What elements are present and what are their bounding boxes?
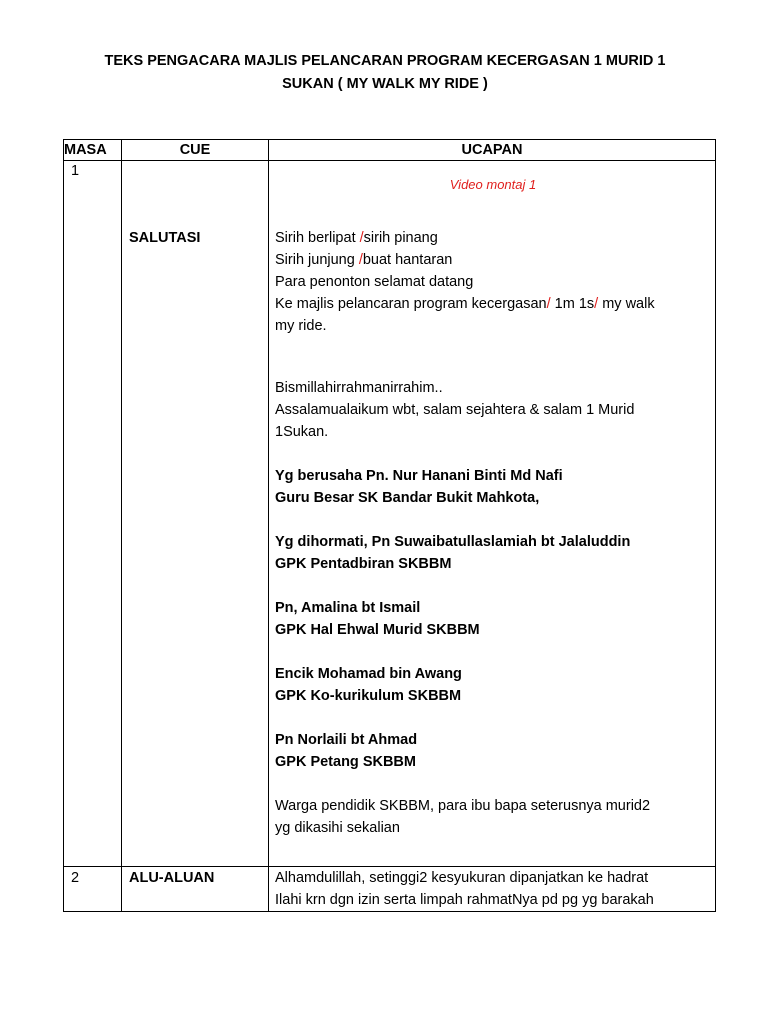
vip-role: GPK Hal Ehwal Murid SKBBM xyxy=(275,622,480,638)
row1-ucapan xyxy=(269,161,716,867)
row2-ucapan xyxy=(269,867,716,912)
vip-block-5 xyxy=(275,729,711,773)
header-masa: MASA xyxy=(64,140,122,161)
vip-name: Yg dihormati, Pn Suwaibatullaslamiah bt Jalaluddin xyxy=(275,534,631,550)
row2-cue: ALU-ALUAN xyxy=(122,867,269,912)
table-header-row xyxy=(64,140,716,161)
title-line-2: SUKAN ( MY WALK MY RIDE ) xyxy=(282,76,488,92)
vip-role: GPK Ko-kurikulum SKBBM xyxy=(275,688,462,704)
closing-greeting xyxy=(275,795,711,839)
vip-role: GPK Pentadbiran SKBBM xyxy=(275,556,452,572)
pantun xyxy=(275,227,711,337)
row1-cue: SALUTASI xyxy=(129,230,201,246)
header-cue: CUE xyxy=(122,140,269,161)
greeting-line-3: 1Sukan. xyxy=(275,424,329,440)
closing-line-2: yg dikasihi sekalian xyxy=(275,820,400,836)
pantun-line-5: my ride. xyxy=(275,318,327,334)
vip-name: Encik Mohamad bin Awang xyxy=(275,666,462,682)
table-row xyxy=(64,161,716,867)
row1-masa: 1 xyxy=(64,161,122,867)
pantun-line-1: Sirih berlipat /sirih pinang xyxy=(275,230,438,246)
pantun-line-3: Para penonton selamat datang xyxy=(275,274,474,290)
vip-block-4 xyxy=(275,663,711,707)
row1-cue-cell xyxy=(122,161,269,867)
table-row xyxy=(64,867,716,912)
vip-block-3 xyxy=(275,597,711,641)
greeting-line-2: Assalamualaikum wbt, salam sejahtera & salam 1 Murid xyxy=(275,402,635,418)
row2-masa: 2 xyxy=(64,867,122,912)
title-line-1: TEKS PENGACARA MAJLIS PELANCARAN PROGRAM KECERGASAN 1 MURID 1 xyxy=(104,53,666,69)
row2-line-1: Alhamdulillah, setinggi2 kesyukuran dipanjatkan ke hadrat xyxy=(275,870,649,886)
vip-role: GPK Petang SKBBM xyxy=(275,754,416,770)
vip-name: Pn, Amalina bt Ismail xyxy=(275,600,421,616)
greeting xyxy=(275,377,711,443)
video-cue: Video montaj 1 xyxy=(449,177,537,192)
greeting-line-1: Bismillahirrahmanirrahim.. xyxy=(275,380,443,396)
pantun-line-2: Sirih junjung /buat hantaran xyxy=(275,252,453,268)
vip-role: Guru Besar SK Bandar Bukit Mahkota, xyxy=(275,490,540,506)
vip-name: Pn Norlaili bt Ahmad xyxy=(275,732,418,748)
closing-line-1: Warga pendidik SKBBM, para ibu bapa seterusnya murid2 xyxy=(275,798,651,814)
row2-line-2: Ilahi krn dgn izin serta limpah rahmatNya pd pg yg barakah xyxy=(275,892,654,908)
document-title xyxy=(40,50,730,96)
pantun-line-4: Ke majlis pelancaran program kecergasan/ 1m 1s/ my walk xyxy=(275,296,655,312)
vip-block-1 xyxy=(275,465,711,509)
vip-name: Yg berusaha Pn. Nur Hanani Binti Md Nafi xyxy=(275,468,563,484)
header-ucapan: UCAPAN xyxy=(269,140,716,161)
vip-block-2 xyxy=(275,531,711,575)
script-table xyxy=(63,139,716,912)
